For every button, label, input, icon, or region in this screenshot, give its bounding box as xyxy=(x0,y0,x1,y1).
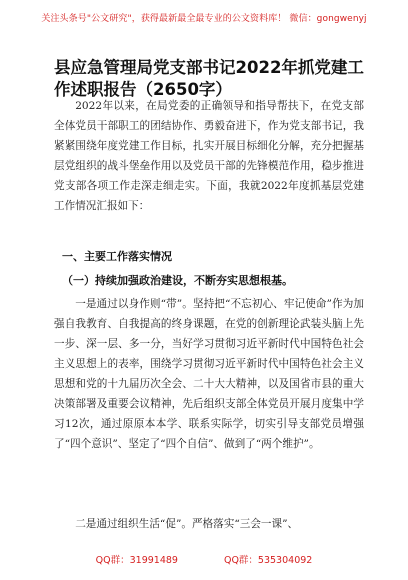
banner-text: 关注头条号"公文研究"，获得最新最全最专业的公文资料库！ 微信：gongwenyj xyxy=(41,13,367,24)
paragraph-one: 一是通过以身作则“带”。坚持把“不忘初心、牢记使命”作为加强自我教育、自我提高的终身课题，在党的创新理论武装头脑上先一步、深一层、多一分，当好学习贯彻习近平新时代中国特色社会主义思想上的表率，围绕学习贯彻习近平新时代中国特色社会主义思想和党的十九届历次全会、二十大大精神，以及国省市县的重大决策部署及重要会议精神，先后组织支部全体党员开展月度集中学习12次，通过原原本本学、联系实际学，切实引导支部党员增强了“四个意识”、坚定了“四个自信”、做到了“两个维护”。 xyxy=(54,298,364,450)
subsection-heading: （一）持续加强政治建设，不断夯实思想根基。 xyxy=(62,274,293,287)
paragraph-two: 二是通过组织生活“促”。严格落实“三会一课”、 xyxy=(75,518,299,530)
section-heading: 一、主要工作落实情况 xyxy=(62,250,172,263)
intro-paragraph: 2022年以来，在局党委的正确领导和指导帮扶下，在党支部全体党员干部职工的团结协作、勇毅奋进下，作为党支部书记，我紧紧围绕年度党建工作目标，扎实开展目标细化分解，充分把握基层党组织的战斗堡垒作用以及党员干部的先锋模范作用，稳步推进党支部各项工作走深走细走实。下面，我就2022年度抓基层党建工作情况汇报如下： xyxy=(54,100,364,212)
footer-qq-group-one: QQ群：31991489 xyxy=(95,555,178,566)
document-title: 县应急管理局党支部书记2022年抓党建工作述职报告（2650字） xyxy=(54,58,364,99)
top-banner xyxy=(0,0,408,34)
footer-qq-group-two: QQ群：535304092 xyxy=(223,555,313,566)
footer xyxy=(0,552,408,566)
